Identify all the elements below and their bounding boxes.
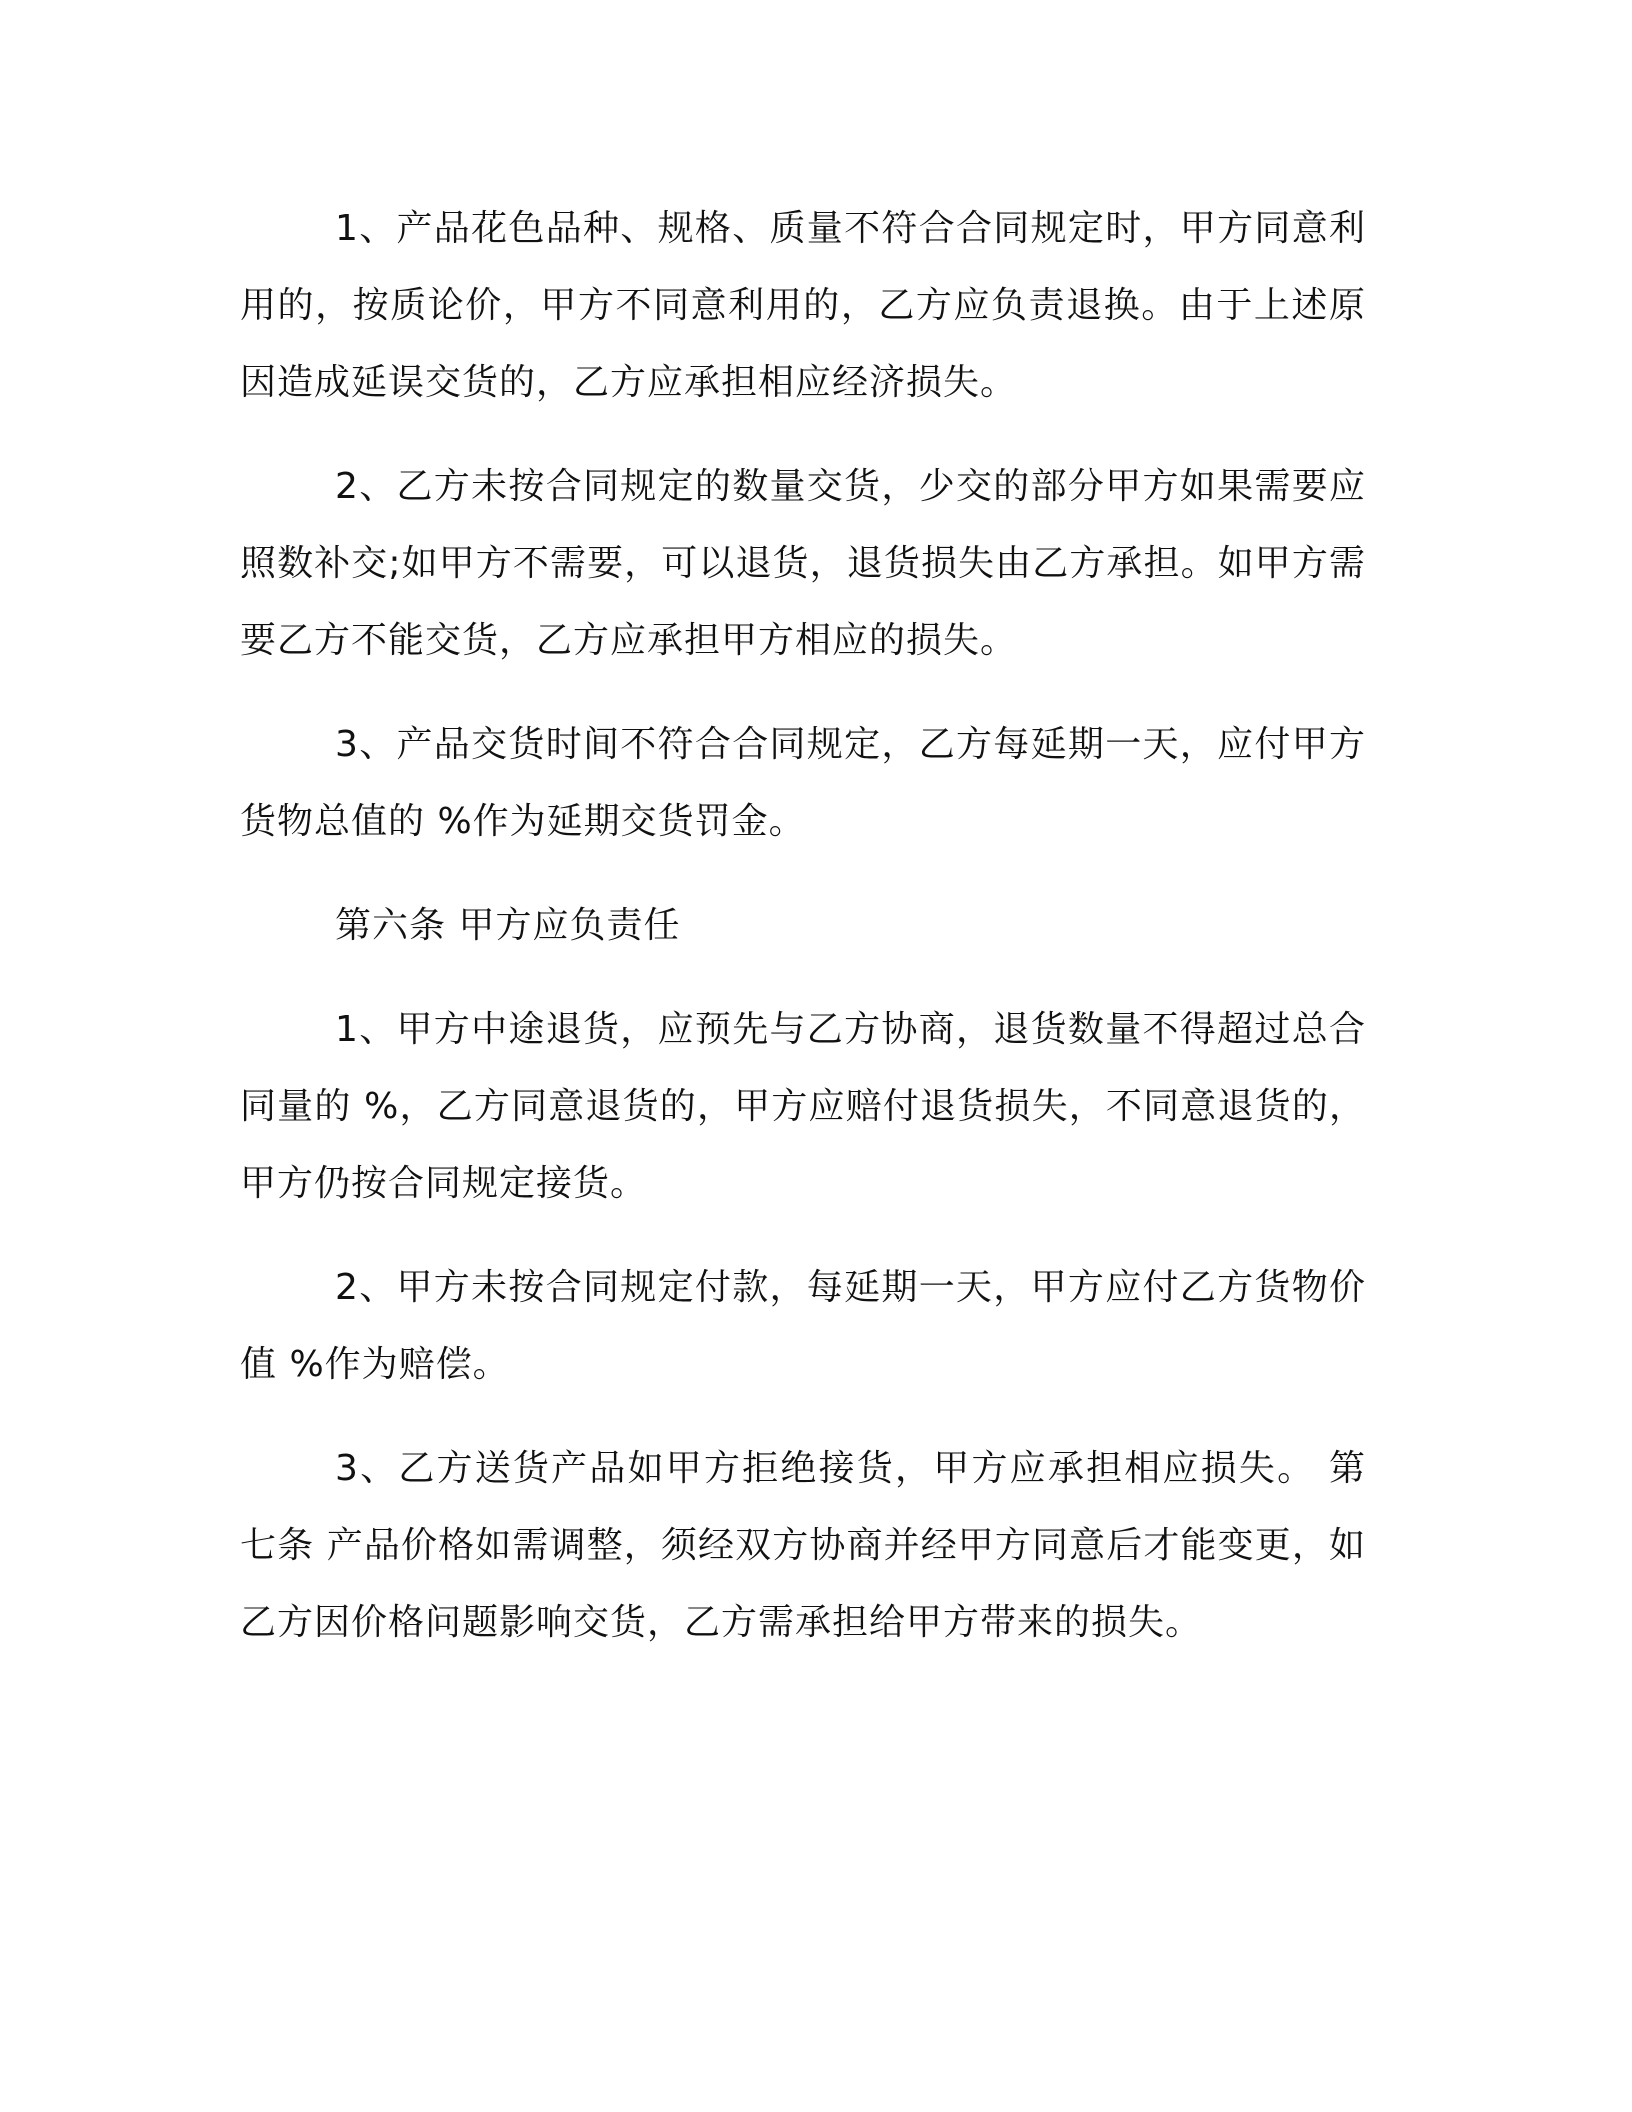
document-page [240, 190, 1366, 1688]
section-heading: 第六条 甲方应负责任 [335, 905, 681, 946]
paragraph-buyer-payment-delay: 2、甲方未按合同规定付款，每延期一天，甲方应付乙方货物价值 %作为赔偿。 [240, 1267, 1366, 1385]
paragraph-supplier-quality-liability: 1、产品花色品种、规格、质量不符合合同规定时，甲方同意利用的，按质论价，甲方不同意利用的，乙方应负责退换。由于上述原因造成延误交货的，乙方应承担相应经济损失。 [240, 208, 1366, 403]
paragraph-buyer-return-liability: 1、甲方中途退货，应预先与乙方协商，退货数量不得超过总合同量的 %，乙方同意退货的，甲方应赔付退货损失，不同意退货的，甲方仍按合同规定接货。 [240, 1009, 1366, 1204]
paragraph-supplier-quantity-liability: 2、乙方未按合同规定的数量交货，少交的部分甲方如果需要应照数补交;如甲方不需要，可以退货，退货损失由乙方承担。如甲方需要乙方不能交货，乙方应承担甲方相应的损失。 [240, 466, 1366, 661]
paragraph-buyer-refusal-and-pricing: 3、乙方送货产品如甲方拒绝接货，甲方应承担相应损失。 第七条 产品价格如需调整，须经双方协商并经甲方同意后才能变更，如乙方因价格问题影响交货，乙方需承担给甲方带来的损失。 [240, 1448, 1366, 1643]
paragraph-supplier-delay-penalty: 3、产品交货时间不符合合同规定，乙方每延期一天，应付甲方货物总值的 %作为延期交货罚金。 [240, 724, 1366, 842]
